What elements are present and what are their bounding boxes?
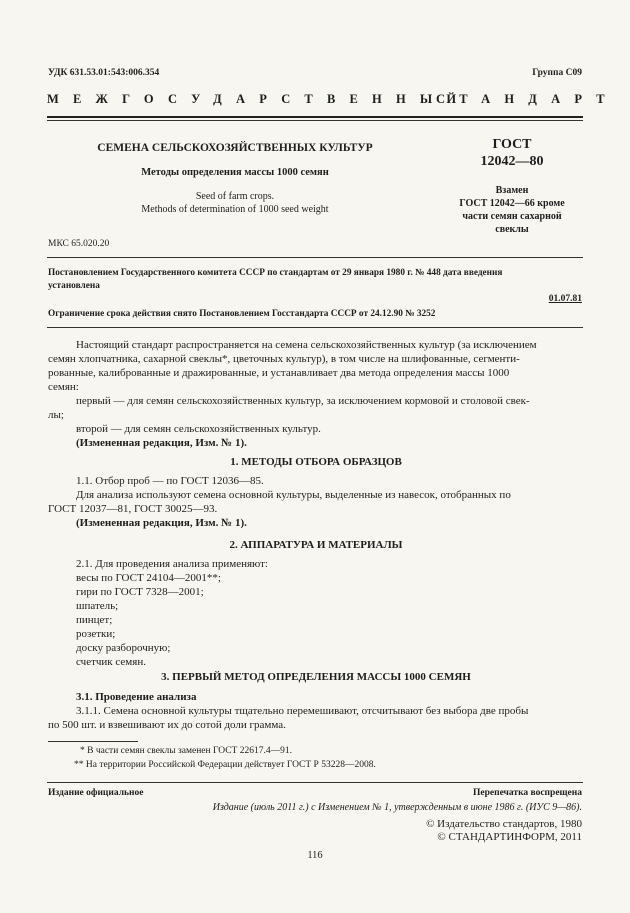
- gost-number: 12042—80: [480, 154, 544, 169]
- intro-first-method: первый — для семян сельскохозяйственных культур, за исключением кормовой и столовой свек-: [76, 395, 530, 407]
- decree-line1: Постановлением Государственного комитета СССР по стандартам от 29 января 1980 г. № 448 дата введения: [48, 268, 503, 278]
- document-title: СЕМЕНА СЕЛЬСКОХОЗЯЙСТВЕННЫХ КУЛЬТУР: [97, 142, 373, 154]
- group-code: Группа С09: [532, 68, 582, 78]
- gost-label: ГОСТ: [492, 137, 532, 152]
- footnote-1: * В части семян свеклы заменен ГОСТ 22617.4—91.: [80, 746, 292, 756]
- equipment-item: весы по ГОСТ 24104—2001**;: [76, 572, 221, 584]
- banner-right: СТАНДАРТ: [436, 92, 619, 106]
- copyright-2011: © СТАНДАРТИНФОРМ, 2011: [437, 831, 582, 843]
- page-number: 116: [307, 850, 323, 861]
- copyright-1980: © Издательство стандартов, 1980: [426, 818, 582, 830]
- reissue-note: Издание (июль 2011 г.) с Изменением № 1, утвержденным в июне 1986 г. (ИУС 9—86).: [212, 802, 582, 813]
- intro-line2: семян хлопчатника, сахарной свеклы*, цветочных культур), в том числе на шлифованные, сегменти-: [48, 353, 520, 365]
- english-title-line1: Seed of farm crops.: [195, 191, 275, 202]
- effective-date: 01.07.81: [548, 294, 582, 304]
- header-double-rule: [47, 116, 583, 118]
- equipment-item: шпатель;: [76, 600, 119, 612]
- decree-line2: установлена: [48, 281, 100, 291]
- limit-removed-note: Ограничение срока действия снято Постановлением Госстандарта СССР от 24.12.90 № 3252: [48, 309, 436, 319]
- equipment-item: счетчик семян.: [76, 656, 146, 668]
- replaces-line1: Взамен: [495, 185, 529, 196]
- section2-intro: 2.1. Для проведения анализа применяют:: [76, 558, 268, 570]
- section1-p2-line1: Для анализа используют семена основной культуры, выделенные из навесок, отобранных по: [76, 489, 511, 501]
- banner-left: МЕЖГОСУДАРСТВЕННЫЙ: [47, 92, 471, 106]
- section3-p-line1: 3.1.1. Семена основной культуры тщательно перемешивают, отсчитывают без выбора две пробы: [76, 705, 529, 717]
- section1-p1: 1.1. Отбор проб — по ГОСТ 12036—85.: [76, 475, 264, 487]
- equipment-item: пинцет;: [76, 614, 113, 626]
- equipment-list: [48, 571, 584, 669]
- mks-code: МКС 65.020.20: [48, 239, 110, 249]
- intro-paragraph: [48, 338, 584, 450]
- intro-line4: семян:: [48, 381, 79, 393]
- section3-heading: 3. ПЕРВЫЙ МЕТОД ОПРЕДЕЛЕНИЯ МАССЫ 1000 СЕМЯН: [161, 671, 471, 683]
- official-edition: Издание официальное: [48, 788, 144, 798]
- footer-rule: [47, 782, 583, 783]
- equipment-item: гири по ГОСТ 7328—2001;: [76, 586, 204, 598]
- section1-body: [48, 474, 584, 530]
- section2-heading: 2. АППАРАТУРА И МАТЕРИАЛЫ: [229, 539, 403, 551]
- intro-second-method: второй — для семян сельскохозяйственных культур.: [76, 423, 321, 435]
- equipment-item: розетки;: [76, 628, 116, 640]
- section2-body: [48, 557, 584, 669]
- document-subtitle: Методы определения массы 1000 семян: [141, 167, 329, 178]
- reprint-prohibited: Перепечатка воспрещена: [472, 788, 582, 798]
- english-title-line2: Methods of determination of 1000 seed weight: [141, 204, 329, 215]
- section3-body: [48, 690, 584, 732]
- section1-p2-line2: ГОСТ 12037—81, ГОСТ 30025—93.: [48, 503, 218, 515]
- intro-amendment: (Измененная редакция, Изм. № 1).: [76, 437, 247, 449]
- decree-rule: [47, 327, 583, 328]
- section3-p-line2: по 500 шт. и взвешивают их до сотой доли грамма.: [48, 719, 286, 731]
- replaces-line3: части семян сахарной: [462, 211, 562, 222]
- intro-first-method-cont: лы;: [48, 409, 64, 421]
- section1-heading: 1. МЕТОДЫ ОТБОРА ОБРАЗЦОВ: [230, 456, 402, 468]
- section1-amendment: (Измененная редакция, Изм. № 1).: [76, 517, 247, 529]
- section3-subheading: 3.1. Проведение анализа: [76, 691, 197, 703]
- footnote-2: ** На территории Российской Федерации действует ГОСТ Р 53228—2008.: [74, 760, 376, 770]
- header-rule: [47, 120, 583, 121]
- intro-line3: рованные, калиброванные и дражированные, и устанавливает два метода определения массы 1000: [48, 367, 510, 379]
- title-block-rule: [47, 257, 583, 258]
- replaces-line4: свеклы: [495, 224, 529, 235]
- replaces-line2: ГОСТ 12042—66 кроме: [459, 198, 565, 209]
- equipment-item: доску разборочную;: [76, 642, 171, 654]
- footnote-rule: [48, 741, 138, 742]
- intro-line1: Настоящий стандарт распространяется на семена сельскохозяйственных культур (за исключением: [76, 339, 537, 351]
- udk-code: УДК 631.53.01:543:006.354: [48, 68, 160, 78]
